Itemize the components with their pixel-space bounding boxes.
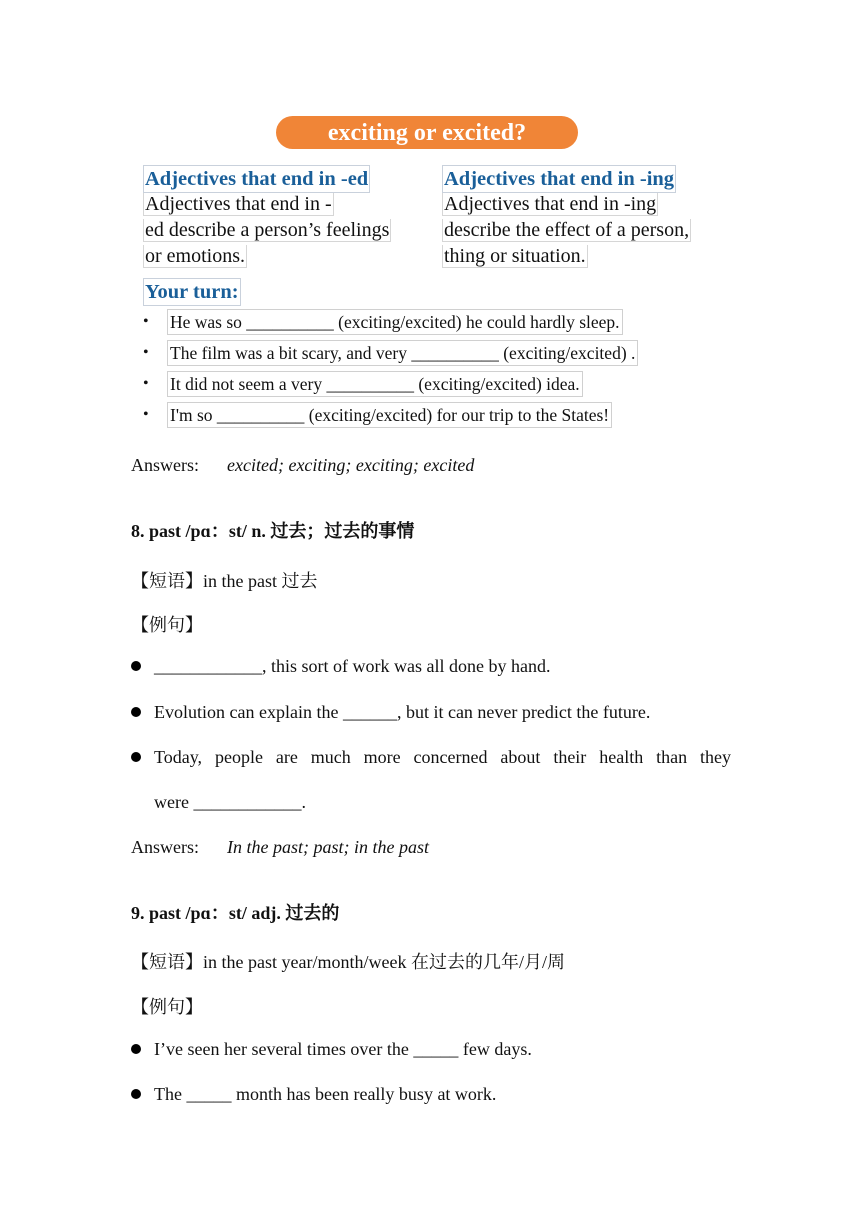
bullet-dot-icon (131, 707, 141, 717)
entry-8-heading: 8. past /pɑ：st/ n. 过去；过去的事情 (131, 521, 415, 541)
bullet-dot-icon (131, 752, 141, 762)
entry-8-phrase: 【短语】in the past 过去 (131, 571, 318, 591)
entry-8-example-label: 【例句】 (131, 615, 203, 635)
answers-line (131, 837, 429, 858)
bullet-icon: • (143, 406, 149, 423)
title-banner: exciting or excited? (276, 116, 578, 149)
answers-value: In the past; past; in the past (227, 837, 429, 857)
bullet-icon: • (143, 375, 149, 392)
ing-line-1: Adjectives that end in -ing (444, 193, 657, 215)
ing-line-3: thing or situation. (444, 245, 586, 267)
ed-column-heading: Adjectives that end in -ed (143, 165, 370, 193)
bullet-dot-icon (131, 1044, 141, 1054)
entry-9-example-label: 【例句】 (131, 997, 203, 1017)
example-item (131, 747, 154, 768)
example-text-continued: were ____________. (154, 792, 306, 812)
ed-column-text (143, 191, 391, 269)
example-text: Today, people are much more concerned about their health than they (154, 747, 731, 767)
example-text: I’ve seen her several times over the _____ few days. (154, 1039, 532, 1059)
exercise-text: He was so __________ (exciting/excited) he could hardly sleep. (167, 309, 623, 335)
bullet-dot-icon (131, 661, 141, 671)
ing-column-heading: Adjectives that end in -ing (442, 165, 676, 193)
ing-column-text (442, 191, 691, 269)
example-item (131, 702, 650, 723)
bullet-icon: • (143, 344, 149, 361)
exercise-text: It did not seem a very __________ (exciting/excited) idea. (167, 371, 583, 397)
answers-label: Answers: (131, 455, 199, 475)
example-item (131, 1084, 496, 1105)
example-text: Evolution can explain the ______, but it can never predict the future. (154, 702, 651, 722)
example-item (131, 656, 550, 677)
exercise-text: The film was a bit scary, and very __________ (exciting/excited) . (167, 340, 638, 366)
exercise-text: I'm so __________ (exciting/excited) for our trip to the States! (167, 402, 612, 428)
answers-value: excited; exciting; exciting; excited (227, 455, 475, 475)
example-item (131, 1039, 532, 1060)
example-text: The _____ month has been really busy at work. (154, 1084, 497, 1104)
ed-line-2: ed describe a person’s feelings (145, 219, 390, 241)
entry-9-heading: 9. past /pɑ：st/ adj. 过去的 (131, 903, 340, 923)
your-turn-heading: Your turn: (143, 278, 241, 306)
bullet-dot-icon (131, 1089, 141, 1099)
ing-line-2: describe the effect of a person, (444, 219, 690, 241)
example-text: ____________, this sort of work was all done by hand. (154, 656, 551, 676)
ed-line-3: or emotions. (145, 245, 245, 267)
entry-9-phrase: 【短语】in the past year/month/week 在过去的几年/月/周 (131, 952, 565, 972)
answers-line (131, 455, 474, 476)
answers-label: Answers: (131, 837, 199, 857)
bullet-icon: • (143, 313, 149, 330)
ed-line-1: Adjectives that end in - (145, 193, 332, 215)
